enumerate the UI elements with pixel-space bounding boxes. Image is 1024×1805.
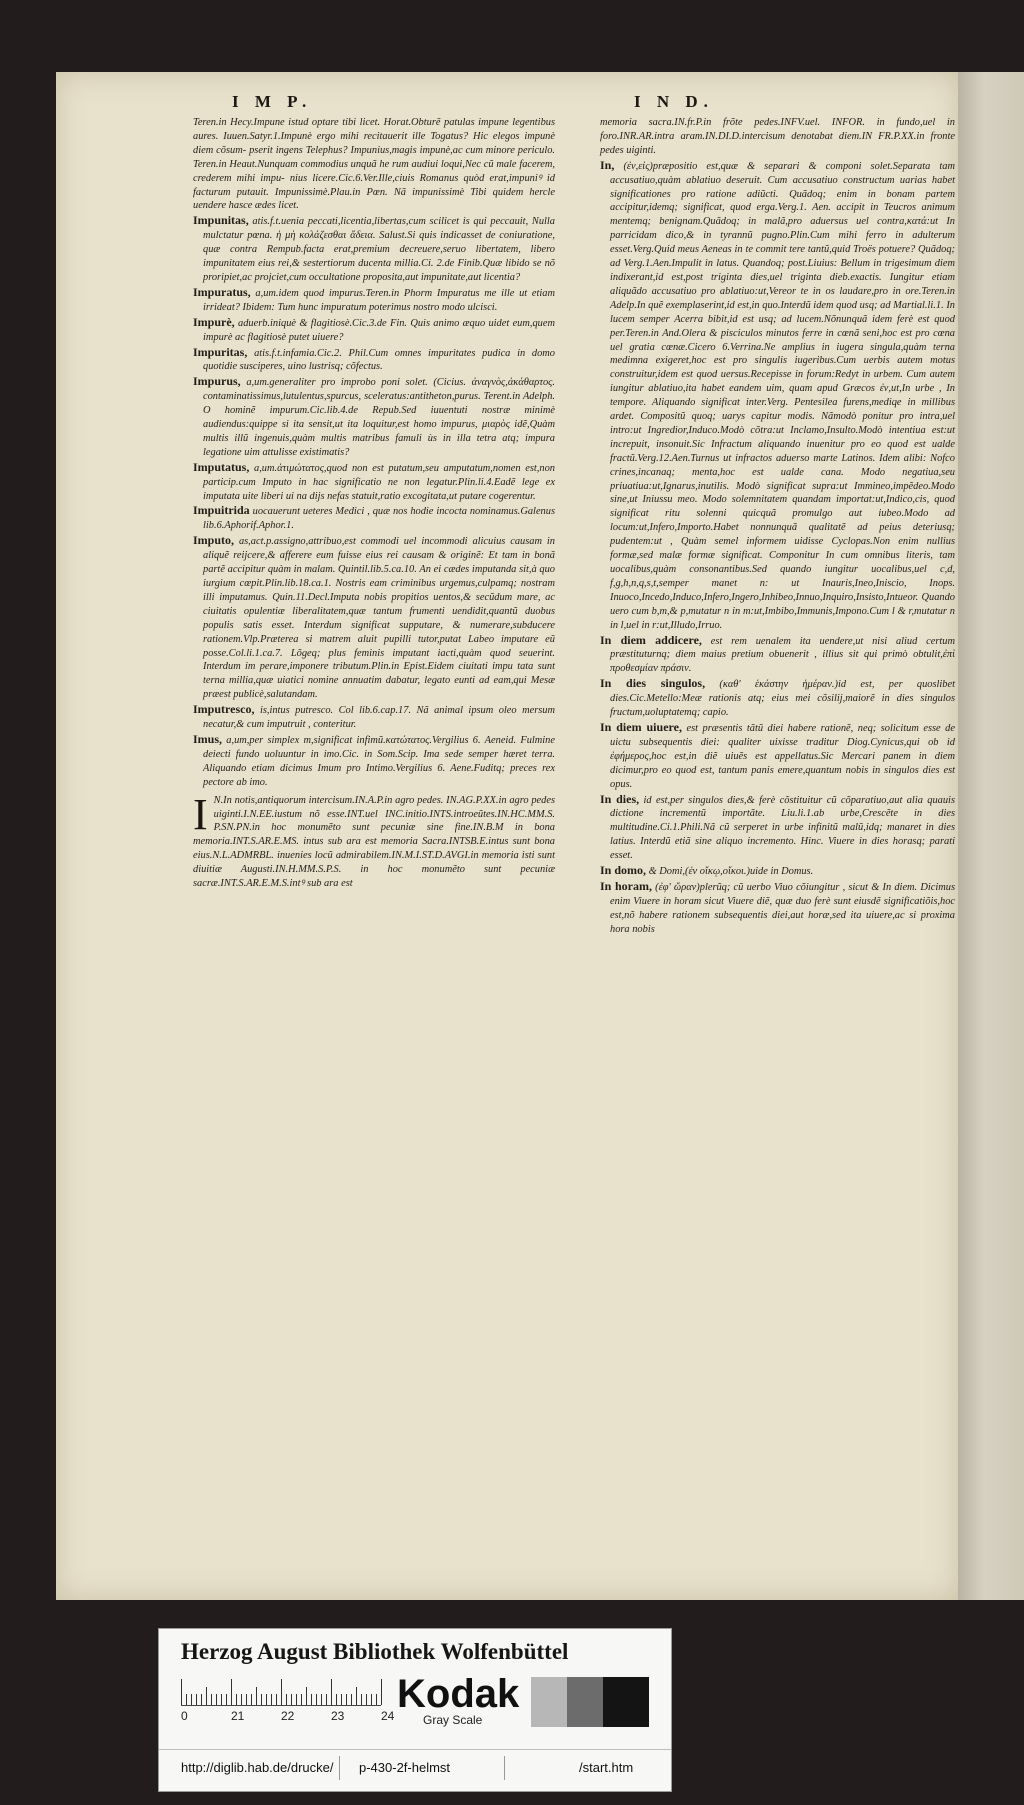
right-column — [600, 116, 955, 938]
entry-text: aduerb.iniquè & flagitiosè.Cic.3.de Fin. Quis animo æquo uidet eum,quem impurè ac flagitiosè putet uiuere? — [203, 317, 555, 343]
entry-text: est rem uenalem ita uendere,ut nisi aliud certum præstituturnq; diem maius pretium obuenerit , illius sit qui primò obtulit,ἐπὶ προθεσμίαν πράσιν. — [610, 635, 955, 675]
ruler-tick — [191, 1694, 192, 1705]
ruler-tick — [211, 1694, 212, 1705]
url-row — [159, 1749, 671, 1784]
dictionary-entry — [193, 534, 555, 702]
entry-headword: Impuratus, — [193, 284, 251, 299]
ruler-tick — [181, 1679, 182, 1705]
ruler-tick — [366, 1694, 367, 1705]
ruler-tick — [221, 1694, 222, 1705]
ruler-tick — [281, 1679, 282, 1705]
dictionary-entry — [193, 286, 555, 315]
ruler-tick — [261, 1694, 262, 1705]
ruler-number: 23 — [331, 1709, 345, 1723]
kodak-wordmark: Kodak — [397, 1672, 520, 1716]
ruler-tick — [306, 1687, 307, 1705]
entry-text: uocauerunt ueteres Medici , quæ nos hodie incocta nominamus.Galenus lib.6.Aphorif.Aphor.1. — [203, 506, 555, 532]
dictionary-entry — [193, 461, 555, 504]
entry-text: (καθ' ἑκάστην ἡμέραν.)id est, per quoslibet dies.Cic.Metello:Meæ rationis atq; eius mei cõsilij,maiorẽ in dies singulos fructum,uoluptatemq; capio. — [610, 679, 956, 719]
entry-headword: In, — [600, 157, 615, 172]
ruler-tick — [301, 1694, 302, 1705]
entry-text: & Domi,(ἐν οἴκῳ,οἴκοι.)uide in Domus. — [648, 866, 814, 878]
ruler-tick — [361, 1694, 362, 1705]
entry-text: (ἐν,εἰς)præpositio est,quæ & separari & componi solet.Separata tam accusatiuo,quàm ablatiuo deseruit. Cum accusatiuo constructum uarias habet significationes pro ratione adiũcti. Quãdoq; enim in bonam partem accipitur,idemq; significat, quod erga.Verg.1. Aen. accipit in Teucros animum mentemq; benignam.Quãdoq; in malã,pro aduersus uel contra,κατά:ut In parricidam dico,& in tyrannũ pugno.Plin.Cum mihi ferro in adulterum esset.Verg.Quid meus Aeneas in te commit tere tantũ,quid Troës potuere? Quãdoq; ad Verg.1.Aen.Impulit in latus. Quandoq; post.Liuius: Bellum in trigesimum diem indixerant,id est,post triginta dies,uel triginta dieb.exactis. Iungitur etiam aliquãdo accusatiuo pro ablatiuo:ut,Vereor te in os laudare,pro in ore.Teren.in Adelp.In quẽ exemplaserint,id est,in quo.Interdũ idem quod usq; ad Martial.li.1. In lucem semper Acerra bibit,id est usq; ad lucem.Nõnunquã idem ferè est quod per.Teren.in And.Olera & pisciculos minutos ferre in cœnã seni,hoc est pro cœna uel gratia cœnæ.Cicero 6.Verrina.Ne amplius in iugera singula,quàm terna medimna exigeret,hoc est pro singulis iugeribus.Cum uerbis autem motus construitur,idem est quod uersus.Recepisse in forum:Redyt in urbem. Cum autem iungitur ablatiuo,ita habet eandem uim, quam apud Græcos ἐν,ut,In urbe , In tempore. Aliquando significat inter.Verg. Pentesilea furens,mediqe in millibus ardet. Compositũ quoq; uarys capitur modis. Nãmodò ponitur pro intra,uel intro:ut Ingredior,Induco.Modò cõtra:ut Inclamo,Insulto.Modò intentiua est:ut increpuit, insonuit.Sic Infractum aliquando inuenitur pro eo quod est ualde fractũ.Verg.12.Aen.Turnus ut infractos aduerso marte Latinos. Idem alibi: Nofco crines,incanaq; menta,hoc est ualde cana. Modo negatiua,seu priuatiua:ut,Ignarus,inutilis. Modò significat supra:ut Immineo,impẽdeo.Modo sine,ut Iniussu meo. Modo solemnitatem quandam importat:ut,Indico,cis, quod significat ritu solenni quicquã promulgo aut iubeo.Modo ad locum:ut,Infero,Importo.Habet nonnunquã qualitatẽ ad peius deteriusq; pudentem:ut , Quàm semel informem uidisse Cyclopas.Non enim nullius formæ,sed malæ formæ significat. Componitur In cum omnibus literis, tam uocalibus,quàm consonantibus.Sed quando iungitur uocalibus,uel c,d, f,g,h,n,q,s,t,semper manet n: ut Inauris,Ineo,Iniscio, Inops. Inuoco,Incedo,Induco,Infero,Ingero,Inhibeo,Innuo,Inquiro,Insisto,Intueor. Quando uero cum b,m,& p,mutatur n in m:ut,Imbibo,Immunis,Impono.Cum l & r,mutatur n in l,uel in r:ut,Illudo,Irruo. — [610, 160, 955, 631]
ruler-tick — [256, 1687, 257, 1705]
ruler-tick — [321, 1694, 322, 1705]
shelfmark: p-430-2f-helmst — [359, 1760, 451, 1775]
gray-patch-dark — [603, 1677, 649, 1727]
entry-text: (ἐφ' ὥραν)plerũq; cũ uerbo Viuo cõiungitur , sicut & In diem. Dicimus enim Viuere in horam sicut Viuere diẽ, quæ duo ferè sunt eiusdẽ significatiõis,hoc est,nõ habere rationem subsequentis diei,aut horæ,sed ita uiuere,ac si proxima hora nobis — [610, 881, 955, 935]
entry-headword: In diem uiuere, — [600, 719, 682, 734]
ruler-tick — [296, 1694, 297, 1705]
ruler-tick — [346, 1694, 347, 1705]
entry-text: a,um.ἀτιμώτατος,quod non est putatum,seu amputatum,nomen est,non particip.cum Imputo in hac significatio ne non legatur.Plin.li.4.Eadẽ lege ex imputata uite liberi ui na dijs nefas statuit,ratio excogitata,ut putare cogerentur. — [203, 462, 555, 502]
dictionary-entry — [600, 793, 955, 864]
ruler-tick — [291, 1694, 292, 1705]
entry-headword: In dies singulos, — [600, 676, 706, 691]
ruler-tick — [231, 1679, 232, 1705]
ruler-tick — [186, 1694, 187, 1705]
ruler-tick — [251, 1694, 252, 1705]
library-name: Herzog August Bibliothek Wolfenbüttel — [181, 1639, 569, 1664]
ruler-tick — [276, 1694, 277, 1705]
separator — [339, 1756, 340, 1780]
start-file[interactable]: /start.htm — [579, 1760, 634, 1775]
gray-patch-mid — [567, 1677, 603, 1727]
entry-headword: Imputresco, — [193, 702, 255, 717]
ruler-number: 0 — [181, 1709, 188, 1723]
dictionary-entry — [193, 346, 555, 375]
ruler-tick — [241, 1694, 242, 1705]
entry-headword: Impuritas, — [193, 344, 248, 359]
dictionary-entry — [600, 721, 955, 792]
ruler-tick — [341, 1694, 342, 1705]
entry-text: Teren.in Hecy.Impune istud optare tibi licet. Horat.Obturẽ patulas impune legentibus aures. Iuuen.Satyr.1.Impunè ergo mihi recitauerit ille Togatus? Hic elegos impunè diem cõsum- pserit ingens Telephus? Impunius,magis impunè,ac cum minore periculo. Teren.in Heaut.Nunquam commodius unquã he rum audiui loqui,Nec cũ male facerem, crederem mihi impu- nius licere.Cic.6.Ver.Ille,ciuis Romanus quòd erat,impuniꝰ id facturum putauit. Impunissimè.Plau.in Pœn. Nã impunissimè Tibi quidem hercle uendere hasce ædes licet. — [193, 117, 555, 212]
ruler-tick — [271, 1694, 272, 1705]
ruler-tick — [246, 1694, 247, 1705]
dictionary-entry — [600, 677, 955, 720]
ruler-tick — [326, 1694, 327, 1705]
gray-patch-light — [531, 1677, 567, 1727]
running-head-left: I M P. — [232, 92, 313, 111]
entry-headword: Impurus, — [193, 374, 241, 389]
entry-headword: Impuitrida — [193, 503, 250, 518]
ruler-number: 21 — [231, 1709, 245, 1723]
ruler-tick — [216, 1694, 217, 1705]
ruler-tick — [311, 1694, 312, 1705]
ruler-tick — [206, 1687, 207, 1705]
ruler-tick — [371, 1694, 372, 1705]
dictionary-entry — [193, 733, 555, 790]
dictionary-entry — [193, 504, 555, 533]
entry-text: as,act.p.assigno,attribuo,est commodi uel incommodi alicuius causam in aliquẽ reijcere,& afferere eum fuisse eius rei causam & originẽ: Et tam in bonã partẽ accipitur quàm in malam. Quintil.lib.5.ca.10. An ei cædes imputanda sit,à quo iurgium cœpit.Plin.lib.18.ca.1. Nostris eam criminibus urgemus,culpamq; nostram illi imputamus. Quin.11.Decl.Imputa nobis propitios uentos,& secũdum mare, ac ciuitatis opulentiæ liberalitatem,quæ tantum frumenti uendidit,quantũ duobus populis satis esset. Interdum significat supputare, & numerare,subducere rationem.Vlp.Præterea si matrem aluit pupilli tutor,putat Labeo imputare eũ posse.Col.li.1.ca.7. Lõgeq; plus feminis imputant iacti,quàm quod seuerint. Interdum im perare,imponere tributum.Plin.in Epist.Eidem ciuitati impu tata sunt terna millia,quæ uiatici nomine annuatim dabatur, legato eunti ad eam,qui Mesæ præest publicè,salutandam. — [203, 536, 555, 701]
entry-headword: In horam, — [600, 878, 652, 893]
entry-headword: In domo, — [600, 863, 647, 878]
dictionary-entry — [193, 703, 555, 732]
ruler-tick — [226, 1694, 227, 1705]
left-column — [193, 116, 555, 891]
dictionary-entry — [193, 316, 555, 345]
entry-text: atis.f.t.uenia peccati,licentia,libertas,cum scilicet is qui peccauit, Nulla mulctatur pœna. ἡ μὴ κολάζεσθαι ἄδεια. Salust.Si quis indicasset de coniuratione, quæ contra Rempub.facta erat,premium decreuere,seruo libertatem, libero impunitatem eius rei,& sestertiorum ducenta millia.Ci. 2.de Finib.Quæ libido se nõ proripiet,ac projciet,cum occultatione proposita,aut impunitate,aut licentia? — [203, 216, 555, 283]
ruler-tick — [266, 1694, 267, 1705]
running-head-right: I N D. — [634, 92, 714, 111]
ruler-tick — [336, 1694, 337, 1705]
dictionary-entry — [193, 116, 555, 213]
entry-text: est præsentis tãtũ diei habere rationẽ, neq; solicitum esse de uictu subsequentis diei: qualiter uixisse traditur Diog.Cynicus,qui ob id ἐφήμερος,hoc est,in diẽ uiuẽs est appellatus.Sic Mercari panem in diem dicimur,pro eo quod est, tantum panis emere,quantum nobis in singulos dies est opus. — [610, 722, 955, 790]
ruler-tick — [331, 1679, 332, 1705]
ruler-tick — [201, 1694, 202, 1705]
dictionary-entry — [600, 864, 955, 879]
dictionary-entry — [193, 214, 555, 285]
ruler-number: 24 — [381, 1709, 395, 1723]
ruler-tick — [236, 1694, 237, 1705]
ruler-tick — [351, 1694, 352, 1705]
entry-text: a,um.idem quod impurus.Teren.in Phorm Impuratus me ille ut etiam irrideat? Ibidem: Tum hunc impuratum poterimus nostro modo ulcisci. — [203, 287, 555, 313]
entry-headword: In diem addicere, — [600, 632, 702, 647]
entry-headword: In dies, — [600, 791, 640, 806]
dictionary-entry — [193, 375, 555, 459]
drop-cap: I — [193, 789, 208, 839]
entry-headword: Impurè, — [193, 314, 235, 329]
abbreviation-text: N.In notis,antiquorum intercisum.IN.A.P.in agro pedes. IN.AG.P.XX.in agro pedes uiginti.I.N.EE.iustum nõ esse.INT.uel INC.initio.INTS.introeũtes.IN.HC.MM.S. P.SN.PN.in hoc monumẽto sunt pecuniæ sine fine.IN.B.M in bona memoria.INT.S.AR.E.MS. intus sub ara est memoria Sacra.INTSB.E.intus sunt bona eius.N.L.ADMRBL. inuenies locũ admirabilem.IN.M.I.ST.D.AVGI.in memoria isti sunt diuitiæ Augusti.IN.H.MM.S.P.S. in hoc monumẽto sunt pecuniæ sacræ.INT.S.AR.E.M.S.intꝰ sub ara est — [193, 794, 555, 890]
entry-text: a,um.generaliter pro improbo poni solet. (Cicius. ἀναγνὸς,ἀκάθαρτος. contaminatissimus,lutulentus,spurcus, sceleratus:antitheton,purus. Terent.in Adelph. O hominẽ impurum.Cic.lib.4.de Repub.Sed iuuentuti nostræ minimè audiendus:quippe si ita sensit,ut ita loquitur,est homo impurus, μιαρὸς idẽ,Quàm multis illũ ingenuis,quàm multis matribus famuli ùs in illa tetra atq; impura legatione uim attulisse existimatis? — [203, 377, 555, 458]
abbreviation-section — [193, 789, 555, 891]
ruler-tick — [381, 1679, 382, 1705]
dictionary-entry — [600, 880, 955, 937]
ruler-tick — [286, 1694, 287, 1705]
entry-text: atis.f.t.infamia.Cic.2. Phil.Cum omnes impuritates pudica in domo quotidie susciperes, uino lustrisq; cõfectus. — [203, 347, 555, 373]
dictionary-entry — [600, 159, 955, 633]
entry-text: memoria sacra.IN.fr.P.in frõte pedes.INFV.uel. INFOR. in fundo,uel in foro.INR.AR.intra aram.IN.DI.D.intercisum denotabat diem.IN FR.P.XX.in fronte pedes uiginti. — [600, 117, 955, 156]
entry-headword: Imputo, — [193, 533, 235, 548]
entry-text: a,um,per simplex m,significat infimũ.κατώτατος.Vergilius 6. Aeneid. Fulmine deiecti fundo uoluuntur in imo.Cic. in Som.Scip. Ima sede semper hæret terra. Aliquando etiam dicimus Imum pro Intimo.Vergilius 6. Aene.Fuditq; preces rex pectore ab imo. — [203, 734, 555, 788]
entry-headword: Impunitas, — [193, 213, 249, 228]
ruler-tick — [316, 1694, 317, 1705]
entry-headword: Imputatus, — [193, 459, 250, 474]
entry-text: id est,per singulos dies,& ferè cõstituitur cũ cõparatiuo,aut alia quauis dictione incrementũ importãte. Liu.li.1.ab urbe,Crescẽte in dies multitudine.Ci.1.Phili.Nã cũ serperet in urbe infinitũ malũ,idq; manaret in dies latius. Interdũ etiã sine aliquo incremento. Hinc. Viuere in dies horasq; parati esset. — [610, 794, 955, 862]
gray-scale-label: Gray Scale — [423, 1713, 483, 1727]
ruler-number: 22 — [281, 1709, 295, 1723]
scale-ruler — [181, 1677, 381, 1706]
entry-text: is,intus putresco. Col lib.6.cap.17. Nã animal ipsum oleo mersum necatur,& cum imputruit , conteritur. — [203, 705, 555, 731]
dictionary-entry — [600, 634, 955, 677]
kodak-logo — [397, 1672, 520, 1731]
ruler-tick — [356, 1687, 357, 1705]
ruler-tick — [196, 1694, 197, 1705]
dictionary-entry — [600, 116, 955, 158]
digital-library-url[interactable]: http://diglib.hab.de/drucke/ — [181, 1760, 334, 1775]
separator — [504, 1756, 505, 1780]
next-page-edge — [958, 72, 1024, 1600]
color-target-card — [158, 1628, 672, 1792]
ruler-tick — [376, 1694, 377, 1705]
entry-headword: Imus, — [193, 731, 223, 746]
